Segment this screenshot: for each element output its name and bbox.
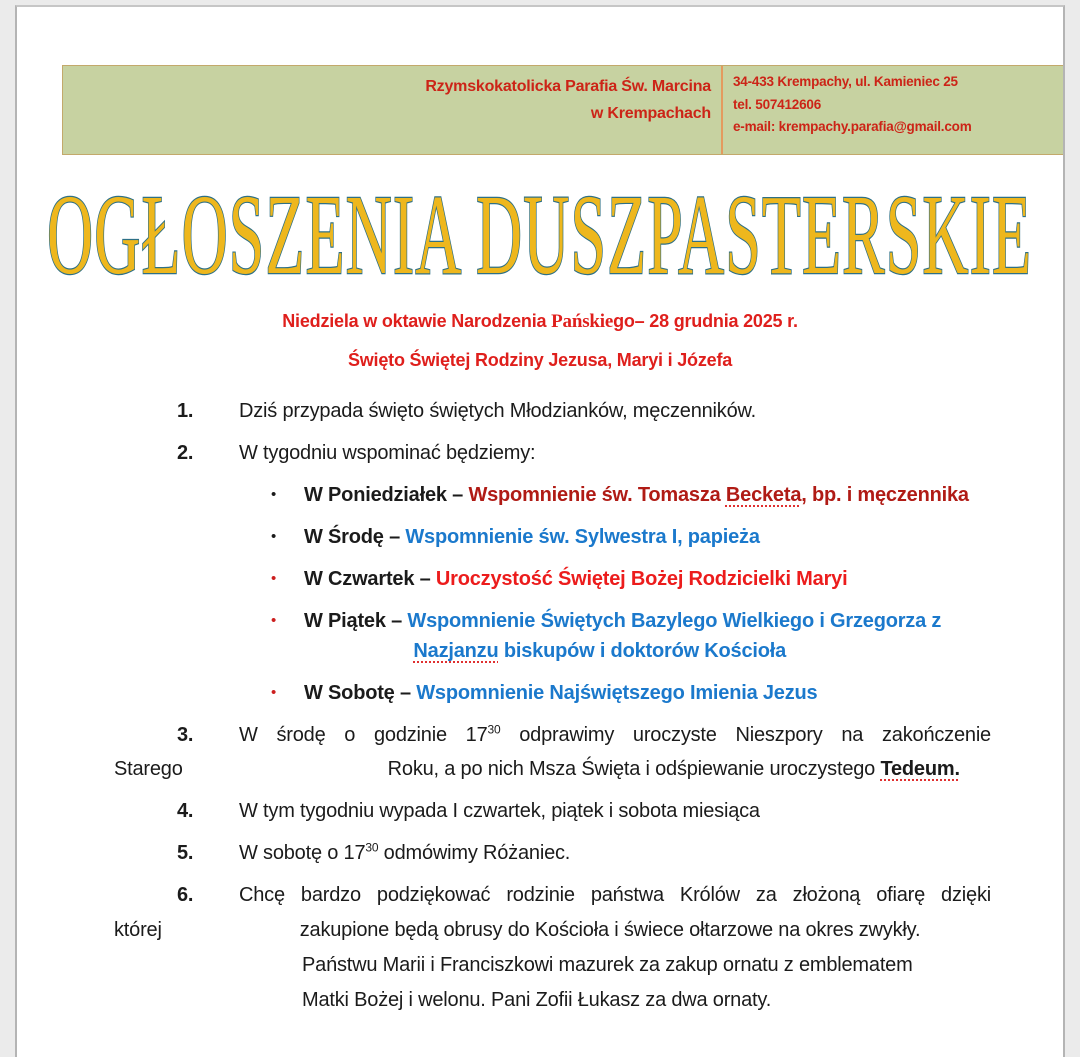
item-1-number: 1.	[177, 400, 194, 422]
bullet-dot-icon: •	[271, 612, 277, 629]
bullet-dot-icon: •	[271, 528, 277, 545]
subtitle-date-pre: Niedziela w oktawie Narodzenia	[282, 311, 552, 331]
item-6-line4: Matki Bożej i welonu. Pani Zofii Łukasz za dwa ornaty.	[302, 989, 772, 1011]
bullet-friday-underlined-word: Nazjanzu	[413, 640, 499, 662]
item-6-line2	[17, 917, 1063, 943]
item-5	[17, 840, 1063, 866]
item-3-post: odprawimy uroczyste Nieszpory na zakończenie	[500, 724, 991, 746]
parish-name-line1: Rzymskokatolicka Parafia Św. Marcina	[425, 78, 711, 95]
dash: –	[394, 682, 417, 704]
item-3-hanging-word: Starego	[114, 758, 183, 780]
parish-header	[62, 65, 1063, 155]
item-4-number: 4.	[177, 800, 194, 822]
parish-contact	[723, 66, 1063, 154]
subtitle-date-serif-tail: go	[613, 311, 635, 331]
bullet-friday-memorial-line1: Wspomnienie Świętych Bazylego Wielkiego i Grzegorza z	[407, 610, 942, 632]
item-3-line2-pre: Roku, a po nich Msza Święta i odśpiewanie uroczystego	[387, 758, 881, 780]
dash: –	[446, 484, 469, 506]
bullet-friday-day: W Piątek	[304, 610, 386, 632]
item-3-pre: W środę o godzinie 17	[239, 724, 488, 746]
item-3-line2	[17, 756, 1063, 782]
document-title-wrap	[17, 171, 1063, 298]
bullet-friday-memorial	[407, 608, 941, 664]
item-6-hanging-word: której	[114, 919, 162, 941]
bullet-thursday-text	[304, 566, 847, 592]
item-3-line1	[17, 722, 1063, 748]
item-3-number: 3.	[177, 724, 194, 746]
item-6-line1	[17, 882, 1063, 908]
bullet-saturday-memorial: Wspomnienie Najświętszego Imienia Jezus	[416, 682, 818, 704]
bullet-monday-memorial-pre: Wspomnienie św. Tomasza	[468, 484, 726, 506]
dash: –	[414, 568, 436, 590]
document-title: OGŁOSZENIA DUSZPASTERSKIE	[47, 171, 1033, 298]
item-5-text	[239, 840, 1063, 866]
item-1-text: Dziś przypada święto świętych Młodzianków, męczenników.	[239, 400, 756, 422]
bullet-monday-underlined-word: Becketa	[725, 484, 802, 506]
subtitle-date-post: – 28 grudnia 2025 r.	[634, 311, 798, 331]
bullet-thursday	[17, 566, 1063, 592]
item-3-tedeum: Tedeum.	[880, 758, 960, 780]
parish-address: 34-433 Krempachy, ul. Kamieniec 25	[733, 74, 958, 89]
bullet-friday-memorial-line2	[413, 638, 941, 664]
dash: –	[383, 526, 406, 548]
subtitle-date-serif: Pańskie	[551, 311, 614, 332]
item-3-text	[239, 722, 1063, 748]
parish-email: e-mail: krempachy.parafia@gmail.com	[733, 119, 972, 134]
parish-name-line2: w Krempachach	[590, 105, 711, 122]
item-5-number: 5.	[177, 842, 194, 864]
item-5-pre: W sobotę o 17	[239, 842, 366, 864]
announcements-list	[17, 398, 1063, 1013]
item-2-text: W tygodniu wspominać będziemy:	[239, 442, 536, 464]
parish-phone: tel. 507412606	[733, 96, 822, 112]
parish-name	[63, 66, 721, 154]
item-6-text: Chcę bardzo podziękować rodzinie państwa Królów za złożoną ofiarę dzięki	[239, 884, 991, 906]
item-5-superscript: 30	[365, 840, 379, 855]
bullet-monday	[17, 482, 1063, 508]
bullet-dot-icon: •	[271, 684, 277, 701]
item-5-post: odmówimy Różaniec.	[378, 842, 571, 864]
bullet-saturday-text	[304, 680, 817, 706]
item-6-number: 6.	[177, 884, 194, 906]
bullet-friday	[17, 608, 1063, 664]
item-4-text: W tym tygodniu wypada I czwartek, piątek i sobota miesiąca	[239, 800, 760, 822]
bullet-thursday-day: W Czwartek	[304, 568, 415, 590]
item-1	[17, 398, 1063, 424]
bullet-saturday	[17, 680, 1063, 706]
bullet-dot-icon: •	[271, 570, 277, 587]
item-6-line3: Państwu Marii i Franciszkowi mazurek za zakup ornatu z emblematem	[302, 954, 913, 976]
bullet-saturday-day: W Sobotę	[304, 682, 395, 704]
item-4	[17, 798, 1063, 824]
subtitle-feast: Święto Świętej Rodziny Jezusa, Maryi i Józefa	[347, 350, 733, 370]
dash: –	[385, 610, 408, 632]
bullet-dot-icon: •	[271, 486, 277, 503]
bullet-wednesday-text	[304, 524, 760, 550]
item-3-line2-text	[388, 756, 960, 782]
bullet-wednesday-memorial: Wspomnienie św. Sylwestra I, papieża	[405, 526, 760, 548]
bullet-wednesday-day: W Środę	[304, 526, 384, 548]
subtitle-date	[17, 311, 1063, 333]
bullet-friday-text	[304, 608, 941, 664]
bullet-friday-memorial-line2-rest: biskupów i doktorów Kościoła	[498, 640, 787, 662]
bullet-monday-memorial-post: , bp. i męczennika	[801, 484, 969, 506]
bullet-thursday-solemnity: Uroczystość Świętej Bożej Rodzicielki Maryi	[435, 568, 848, 590]
bullet-monday-day: W Poniedziałek	[304, 484, 447, 506]
item-3-superscript: 30	[487, 722, 501, 737]
bullet-wednesday	[17, 524, 1063, 550]
document-page	[15, 5, 1065, 1057]
item-2	[17, 440, 1063, 466]
item-2-number: 2.	[177, 442, 194, 464]
bullet-monday-text	[304, 482, 969, 508]
item-6-line2-text: zakupione będą obrusy do Kościoła i świece ołtarzowe na okres zwykły.	[299, 919, 921, 941]
